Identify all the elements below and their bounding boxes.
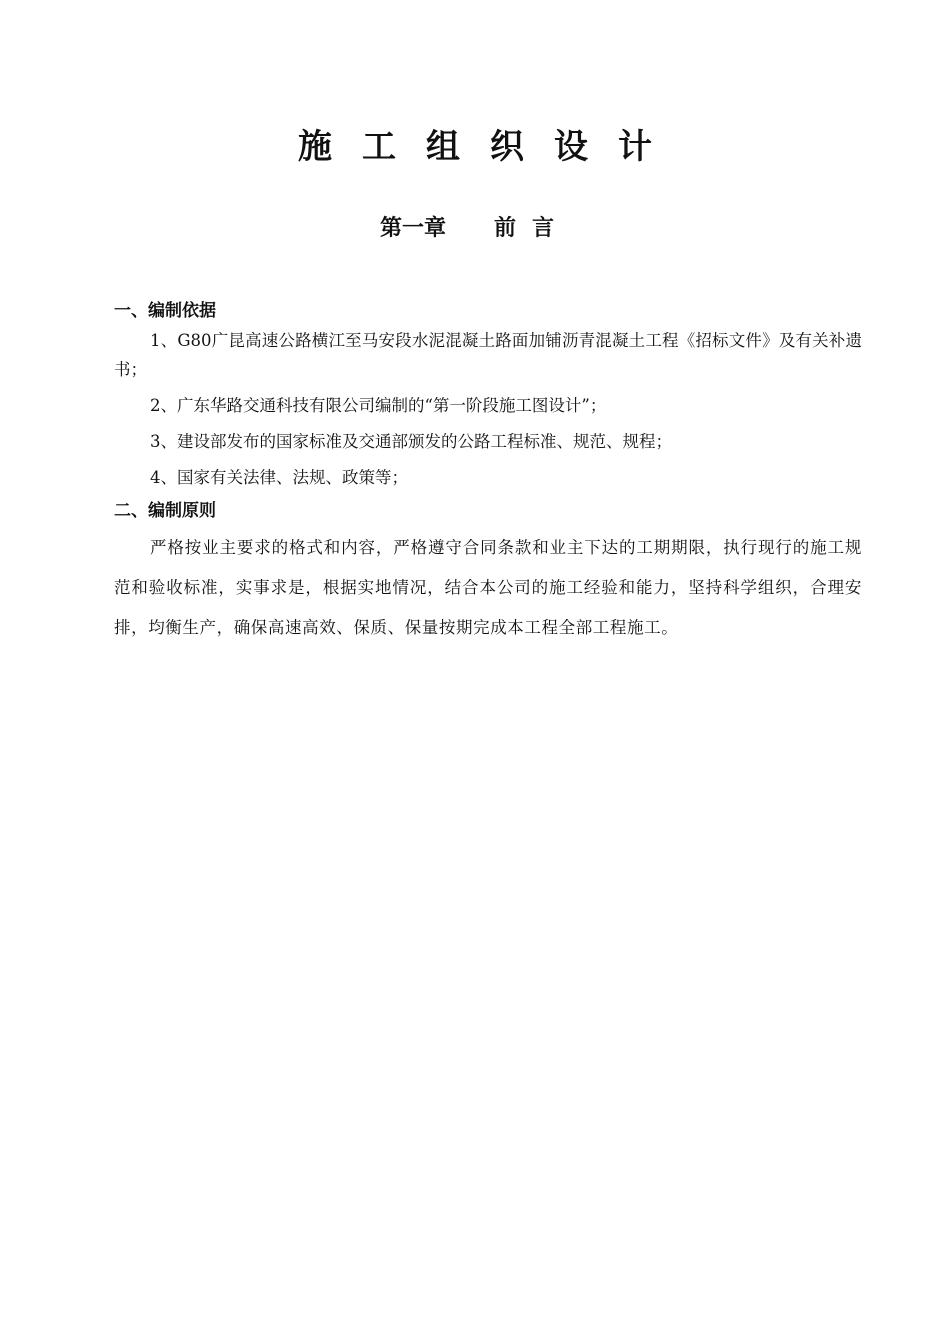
document-title: 施工组织设计 bbox=[298, 127, 682, 167]
document-body bbox=[114, 296, 862, 648]
chapter-name: 前言 bbox=[494, 216, 571, 241]
basis-item-4: 4、国家有关法律、法规、政策等； bbox=[150, 468, 408, 487]
basis-item-2: 2、广东华路交通科技有限公司编制的“第一阶段施工图设计”； bbox=[150, 396, 607, 415]
chapter-number: 第一章 bbox=[379, 216, 446, 241]
basis-item-1: 1、G80广昆高速公路横江至马安段水泥混凝土路面加铺沥青混凝土工程《招标文件》及有关补遗书； bbox=[114, 331, 862, 379]
chapter-title bbox=[0, 212, 950, 246]
section-heading-basis: 一、编制依据 bbox=[114, 301, 216, 321]
basis-item-3: 3、建设部发布的国家标准及交通部颁发的公路工程标准、规范、规程； bbox=[150, 432, 672, 451]
principles-paragraph: 严格按业主要求的格式和内容，严格遵守合同条款和业主下达的工期期限，执行现行的施工规范和验收标准，实事求是，根据实地情况，结合本公司的施工经验和能力，坚持科学组织，合理安排，均衡生产，确保高速高效、保质、保量按期完成本工程全部工程施工。 bbox=[114, 538, 862, 637]
section-heading-principles: 二、编制原则 bbox=[114, 501, 216, 521]
